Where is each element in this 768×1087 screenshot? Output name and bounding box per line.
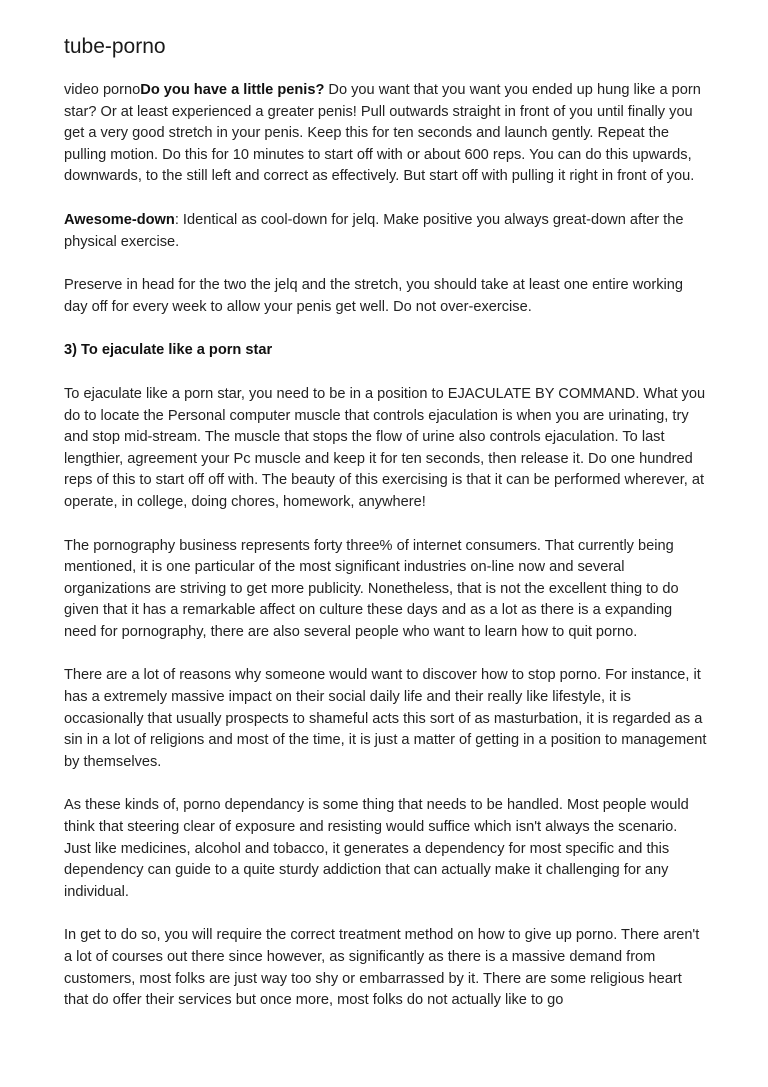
section-heading: 3) To ejaculate like a porn star (64, 342, 273, 359)
document-title: tube-porno (64, 35, 166, 58)
paragraph-rest-advice: Preserve in head for the two the jelq and the stretch, you should take at least one entire working day off for every week to allow your penis get well. Do not over-exercise. (64, 277, 683, 315)
paragraph-ejaculate: To ejaculate like a porn star, you need to be in a position to EJACULATE BY COMMAND. What you do to locate the Personal computer muscle that controls ejaculation is when you are urinating, try and stop mid-stream. The muscle that stops the flow of urine also controls ejaculation. To last lengthier, agreement your Pc muscle and keep it for ten seconds, then release it. Do one hundred reps of this to start off off with. The beauty of this exercising is that it can be performed wherever, at operate, in college, doing chores, homework, anywhere! (64, 385, 706, 510)
paragraph-intro (64, 80, 708, 188)
paragraph-treatment: In get to do so, you will require the correct treatment method on how to give up porno. There aren't a lot of courses out there since however, as significantly as there is a massive demand from customers, most folks are just way too shy or embarrassed by it. There are some religious heart that do offer their services but once more, most folks do not actually like to go (64, 927, 700, 1009)
intro-bold-question: Do you have a little penis? (140, 82, 325, 98)
paragraph-dependency: As these kinds of, porno dependancy is some thing that needs to be handled. Most people would think that steering clear of exposure and resisting would suffice which isn't always the scenario. Just like medicines, alcohol and tobacco, it generates a dependency for most specific and this dependency can guide to a quite sturdy addiction that can actually make it challenging for any individual. (64, 797, 689, 900)
paragraph-cooldown (64, 210, 708, 253)
intro-lead-text: video porno (64, 82, 141, 98)
paragraph-industry: The pornography business represents forty three% of internet consumers. That currently being mentioned, it is one particular of the most significant industries on-line now and several organizations are striving to get more publicity. Nonetheless, that is not the excellent thing to do given that it has a remarkable affect on culture these days and as a lot as there is a expanding need for pornography, there are also several people who want to learn how to quit porno. (64, 537, 679, 640)
paragraph-reasons: There are a lot of reasons why someone would want to discover how to stop porno. For instance, it has a extremely massive impact on their social daily life and their really like lifestyle, it is occasionally that usually prospects to shameful acts this sort of as masturbation, it is regarded as a sin in a lot of religions and most of the time, it is just a matter of getting in a position to management by themselves. (64, 667, 707, 770)
intro-body-text: Do you want that you want you ended up hung like a porn star? Or at least experienced a greater penis! Pull outwards straight in front of you until finally you get a very good stretch in your penis. Keep this for ten seconds and launch gently. Repeat the pulling motion. Do this for 10 minutes to start off with or about 600 reps. You can do this upwards, downwards, to the still left and correct as effectively. But start off with pulling it right in front of you. (64, 82, 701, 185)
cooldown-body-text: : Identical as cool-down for jelq. Make positive you always great-down after the physical exercise. (64, 211, 684, 250)
cooldown-bold-term: Awesome-down (64, 211, 175, 228)
